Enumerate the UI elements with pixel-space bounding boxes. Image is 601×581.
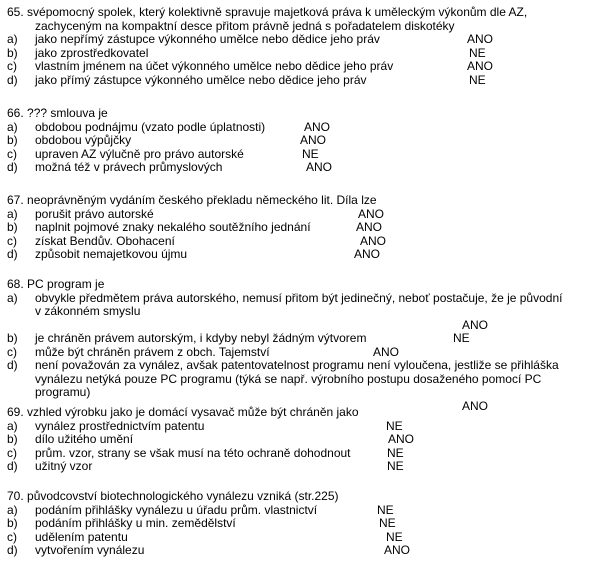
option-text: může být chráněn právem z obch. Tajemství [35, 344, 270, 359]
option-letter: d) [7, 459, 18, 473]
option-text: užitný vzor [35, 459, 93, 473]
answer-value: NE [377, 502, 394, 517]
option-letter: b) [7, 432, 18, 446]
option-line [7, 373, 597, 387]
option-line [7, 248, 597, 262]
answer-value: ANO [388, 432, 415, 446]
answer-value: NE [379, 516, 396, 530]
option-letter: a) [7, 418, 18, 433]
option-text: porušit právo autorské [35, 206, 154, 221]
option-line [7, 544, 597, 558]
option-text: programu) [35, 385, 91, 399]
question-block [7, 406, 597, 474]
answer-value: ANO [373, 344, 400, 359]
option-letter: a) [7, 290, 18, 305]
option-letter: a) [7, 119, 18, 134]
question-title: 66. ??? smlouva je [7, 106, 108, 120]
option-letter: c) [7, 445, 17, 460]
answer-value: ANO [462, 398, 489, 413]
option-line [7, 47, 597, 61]
answer-value: ANO [304, 119, 331, 134]
option-text: jako přímý zástupce výkonného umělce nebo dědice jeho práv [35, 72, 367, 87]
option-text: není považován za vynález, avšak patentovatelnost programu není vyloučena, jestliže se přihláška [35, 358, 559, 372]
question-block [7, 6, 597, 87]
option-text: obvykle předmětem práva autorského, nemusí přitom být jedinečný, neboť postačuje, že je původní [35, 290, 563, 305]
answer-value: NE [386, 418, 403, 433]
option-line [7, 235, 597, 249]
question-block [7, 490, 597, 558]
option-line [7, 460, 597, 474]
option-letter: b) [7, 133, 18, 147]
option-text: upraven AZ výlučně pro právo autorské [35, 146, 244, 161]
answer-value: NE [302, 146, 319, 161]
option-letter: d) [7, 160, 18, 174]
option-letter: d) [7, 543, 18, 557]
question-title: zachyceným na kompaktní desce přitom právně jedná s pořadatelem diskotéky [35, 18, 455, 33]
option-letter: c) [7, 344, 17, 359]
option-line [7, 74, 597, 88]
answer-value: NE [469, 45, 486, 60]
option-line [7, 121, 597, 135]
answer-value: ANO [462, 317, 489, 332]
answer-line [7, 319, 597, 333]
option-line [7, 517, 597, 531]
option-text: způsobit nemajetkovou újmu [35, 247, 188, 261]
option-letter: d) [7, 247, 18, 261]
question-title: 70. původcovství biotechnologického vynálezu vzniká (str.225) [7, 489, 339, 503]
option-text: obdobou výpůjčky [35, 133, 132, 147]
option-line [7, 161, 597, 175]
option-text: vynálezu netýká pouze PC programu (týká se např. výrobního postupu dosaženého pomocí PC [35, 371, 542, 386]
option-text: naplnit pojmové znaky nekalého soutěžního jednání [35, 220, 311, 234]
option-letter: c) [7, 233, 17, 248]
option-text: jako nepřímý zástupce výkonného umělce nebo dědice jeho práv [35, 32, 380, 46]
answer-value: NE [453, 331, 470, 345]
answer-value: NE [386, 529, 403, 544]
answer-value: ANO [360, 233, 387, 248]
option-line [7, 386, 597, 400]
option-letter: b) [7, 220, 18, 234]
option-letter: b) [7, 331, 18, 345]
answer-value: NE [469, 72, 486, 87]
option-letter: d) [7, 72, 18, 87]
question-title: 69. vzhled výrobku jako je domácí vysavač může být chráněn jako [7, 405, 359, 419]
option-line [7, 148, 597, 162]
option-text: vlastním jménem na účet výkonného umělce nebo dědice jeho práv [35, 59, 394, 73]
question-block [7, 194, 597, 262]
option-line [7, 359, 597, 373]
option-line [7, 504, 597, 518]
question-title: 67. neoprávněným vydáním českého překladu německého lit. Díla lze [7, 193, 377, 207]
question-block [7, 278, 597, 413]
option-text: vynález prostřednictvím patentu [35, 418, 205, 433]
option-text: podáním přihlášky u min. zemědělství [35, 516, 236, 530]
option-letter: c) [7, 146, 17, 161]
option-letter: b) [7, 516, 18, 530]
option-line [7, 346, 597, 360]
option-line [7, 332, 597, 346]
answer-value: ANO [384, 543, 411, 557]
option-line [7, 447, 597, 461]
answer-value: ANO [300, 133, 327, 147]
option-text: obdobou podnájmu (vzato podle úplatnosti) [35, 119, 266, 134]
option-text: vytvořením vynálezu [35, 543, 145, 557]
option-text: je chráněn právem autorským, i kdyby nebyl žádným výtvorem [35, 331, 367, 345]
option-line [7, 420, 597, 434]
option-line [7, 221, 597, 235]
option-line [7, 134, 597, 148]
option-line [7, 305, 597, 319]
option-line [7, 292, 597, 306]
option-letter: a) [7, 32, 18, 46]
option-line [7, 60, 597, 74]
answer-value: ANO [467, 32, 494, 46]
option-text: v zákonném smyslu [35, 304, 141, 318]
answer-value: ANO [354, 247, 381, 261]
option-letter: d) [7, 358, 18, 372]
option-text: dílo užitého umění [35, 432, 134, 446]
answer-value: ANO [467, 59, 494, 73]
option-letter: b) [7, 45, 18, 60]
answer-value: ANO [358, 206, 385, 221]
option-line [7, 433, 597, 447]
option-text: prům. vzor, strany se však musí na této ochraně dohodnout [35, 445, 351, 460]
question-title: 65. svépomocný spolek, který kolektivně spravuje majetková práva k uměleckým výkonům dle AZ, [7, 5, 528, 19]
option-line [7, 531, 597, 545]
option-letter: c) [7, 59, 17, 73]
option-text: možná též v právech průmyslových [35, 160, 223, 174]
option-letter: a) [7, 502, 18, 517]
option-line [7, 33, 597, 47]
question-title: 68. PC program je [7, 277, 105, 291]
question-block [7, 107, 597, 175]
option-text: udělením patentu [35, 529, 128, 544]
answer-value: ANO [306, 160, 333, 174]
option-text: podáním přihlášky vynálezu u úřadu prům. vlastnictví [35, 502, 318, 517]
option-text: získat Bendův. Obohacení [35, 233, 175, 248]
option-text: jako zprostředkovatel [35, 45, 149, 60]
option-letter: c) [7, 529, 17, 544]
answer-value: ANO [356, 220, 383, 234]
option-letter: a) [7, 206, 18, 221]
answer-value: NE [387, 459, 404, 473]
answer-value: NE [387, 445, 404, 460]
option-line [7, 208, 597, 222]
